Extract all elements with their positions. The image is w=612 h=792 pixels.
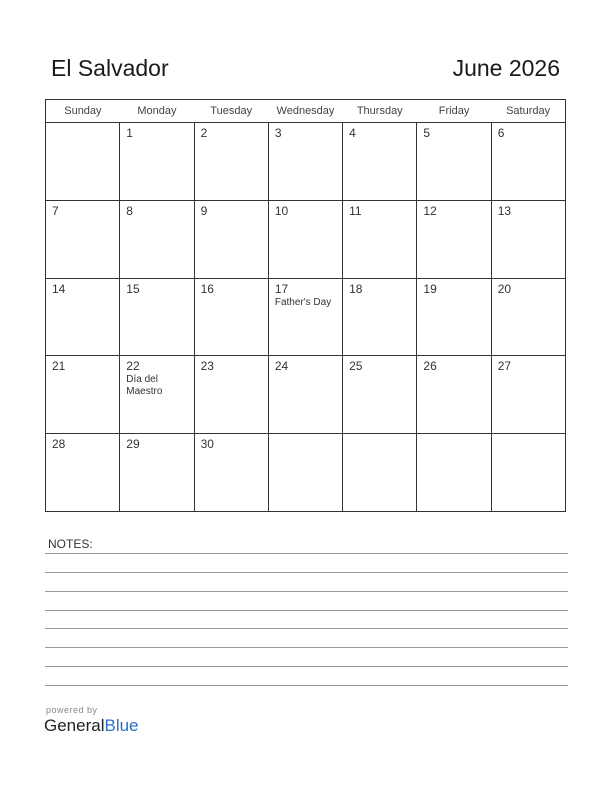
calendar-grid bbox=[45, 99, 566, 512]
brand-logo bbox=[44, 705, 139, 736]
day-cell bbox=[268, 200, 342, 278]
day-cell bbox=[268, 434, 342, 512]
day-number: 12 bbox=[423, 203, 437, 218]
notes-label: NOTES: bbox=[48, 537, 93, 551]
day-cell bbox=[343, 356, 417, 434]
day-cell bbox=[120, 278, 194, 356]
day-number: 2 bbox=[200, 126, 208, 140]
powered-by-text: powered by bbox=[46, 705, 98, 715]
day-cell bbox=[491, 356, 565, 434]
day-cell bbox=[343, 200, 417, 278]
day-cell bbox=[417, 356, 491, 434]
brand-name bbox=[44, 716, 139, 736]
week-row bbox=[46, 200, 566, 278]
day-cell bbox=[46, 278, 120, 356]
week-row bbox=[46, 123, 566, 201]
day-number: 14 bbox=[52, 281, 66, 296]
day-number: 25 bbox=[349, 359, 363, 374]
day-number: 7 bbox=[52, 203, 59, 218]
day-number: 8 bbox=[126, 203, 133, 218]
day-cell bbox=[194, 200, 268, 278]
day-cell bbox=[120, 200, 194, 278]
weekday-header: Thursday bbox=[343, 100, 417, 123]
day-number: 4 bbox=[349, 126, 356, 140]
day-cell bbox=[46, 434, 120, 512]
weekday-header: Wednesday bbox=[268, 100, 342, 123]
day-cell bbox=[343, 123, 417, 201]
day-cell bbox=[46, 200, 120, 278]
week-row bbox=[46, 356, 566, 434]
day-cell bbox=[268, 123, 342, 201]
day-number: 27 bbox=[497, 359, 512, 374]
day-number: 28 bbox=[52, 437, 66, 452]
day-number: 9 bbox=[200, 203, 208, 218]
note-line bbox=[45, 572, 568, 573]
country-title: El Salvador bbox=[51, 55, 169, 81]
day-cell bbox=[417, 434, 491, 512]
day-cell bbox=[417, 123, 491, 201]
brand-blue: Blue bbox=[104, 716, 139, 735]
day-cell bbox=[268, 278, 342, 356]
day-number: 5 bbox=[423, 126, 431, 140]
note-line bbox=[45, 610, 568, 611]
day-cell bbox=[491, 434, 565, 512]
day-number: 13 bbox=[497, 203, 512, 218]
day-cell bbox=[491, 200, 565, 278]
day-cell bbox=[417, 200, 491, 278]
holiday-label: Día del Maestro bbox=[126, 374, 163, 398]
note-line bbox=[45, 685, 568, 686]
day-cell bbox=[343, 278, 417, 356]
day-number: 21 bbox=[52, 359, 66, 374]
day-cell bbox=[491, 123, 565, 201]
day-number: 23 bbox=[200, 359, 214, 374]
day-number: 18 bbox=[349, 281, 363, 296]
weekday-header: Sunday bbox=[46, 100, 120, 123]
day-number: 22 bbox=[126, 359, 140, 374]
day-cell bbox=[343, 434, 417, 512]
day-number: 1 bbox=[126, 126, 133, 140]
brand-general: General bbox=[44, 716, 105, 735]
day-cell bbox=[194, 278, 268, 356]
calendar-weeks bbox=[46, 123, 566, 512]
note-line bbox=[45, 647, 568, 648]
day-cell bbox=[120, 123, 194, 201]
day-number: 6 bbox=[497, 126, 505, 140]
week-row bbox=[46, 434, 566, 512]
day-number: 15 bbox=[126, 281, 140, 296]
day-cell bbox=[194, 356, 268, 434]
day-number: 20 bbox=[497, 281, 512, 296]
day-number: 10 bbox=[274, 203, 289, 218]
weekday-header: Saturday bbox=[491, 100, 565, 123]
day-cell bbox=[194, 434, 268, 512]
day-number: 19 bbox=[423, 281, 437, 296]
day-cell bbox=[46, 123, 120, 201]
weekday-header-row bbox=[46, 100, 566, 123]
day-number: 26 bbox=[423, 359, 437, 374]
day-cell bbox=[120, 356, 194, 434]
day-number: 30 bbox=[200, 437, 214, 452]
weekday-header: Monday bbox=[120, 100, 194, 123]
day-number: 17 bbox=[274, 281, 289, 296]
note-line bbox=[45, 628, 568, 629]
day-cell bbox=[194, 123, 268, 201]
day-number: 3 bbox=[274, 126, 282, 140]
note-line bbox=[45, 553, 568, 554]
week-row bbox=[46, 278, 566, 356]
day-cell bbox=[46, 356, 120, 434]
day-cell bbox=[120, 434, 194, 512]
note-line bbox=[45, 591, 568, 592]
day-number: 29 bbox=[126, 437, 140, 452]
month-title: June 2026 bbox=[452, 55, 560, 81]
weekday-header: Tuesday bbox=[194, 100, 268, 123]
day-cell bbox=[491, 278, 565, 356]
day-number: 16 bbox=[200, 281, 214, 296]
day-number: 11 bbox=[349, 203, 362, 218]
day-number: 24 bbox=[274, 359, 289, 374]
day-cell bbox=[268, 356, 342, 434]
weekday-header: Friday bbox=[417, 100, 491, 123]
holiday-label: Father's Day bbox=[274, 296, 332, 308]
day-cell bbox=[417, 278, 491, 356]
note-line bbox=[45, 666, 568, 667]
